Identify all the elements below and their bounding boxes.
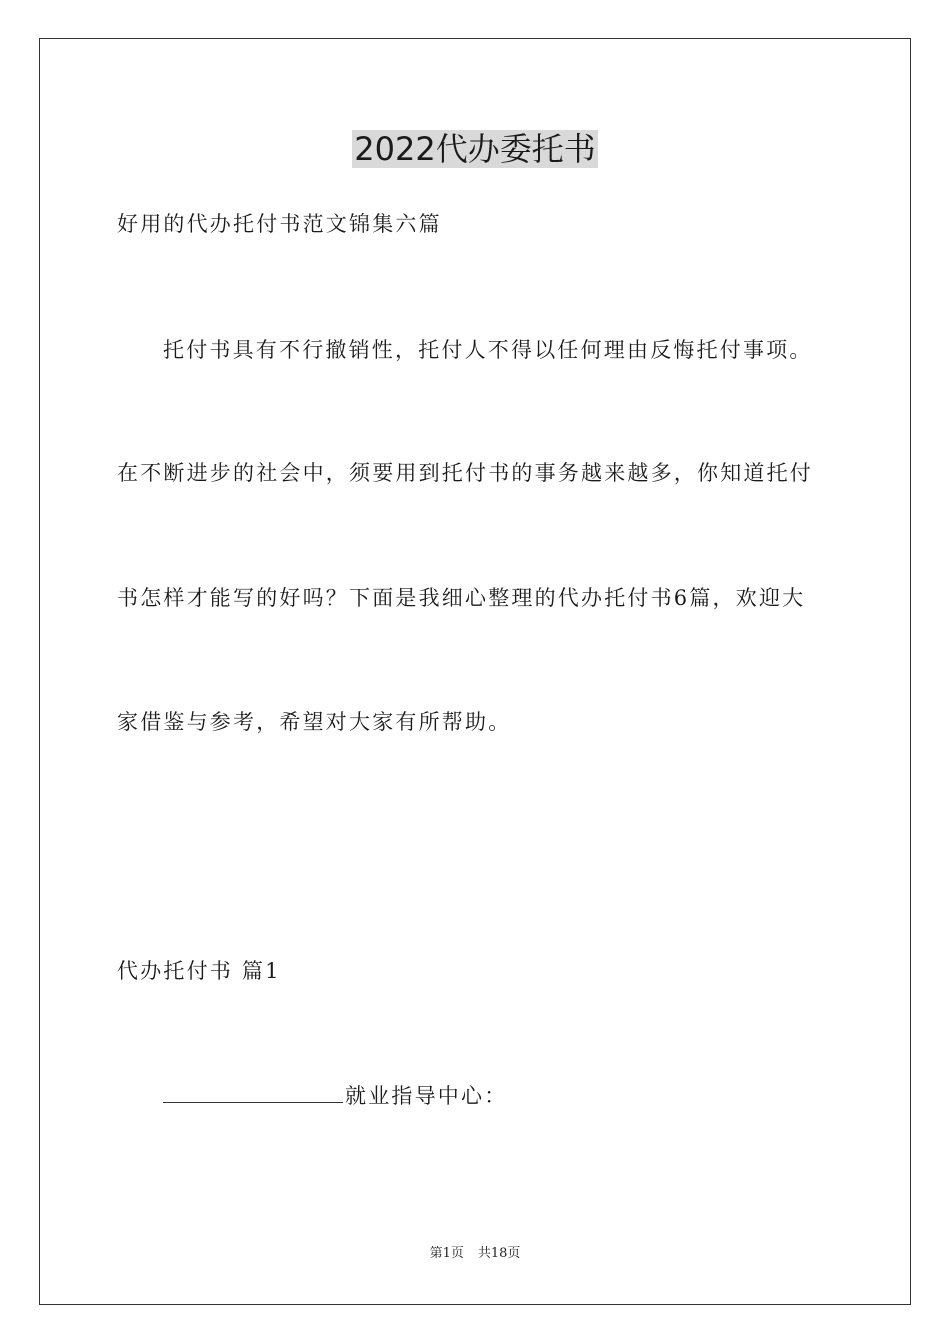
document-title-text: 2022代办委托书	[354, 130, 596, 168]
intro-paragraph-line-1: 托付书具有不行撤销性，托付人不得以任何理由反悔托付事项。	[163, 338, 813, 362]
addressee-suffix: 就业指导中心：	[345, 1084, 508, 1108]
intro-paragraph-line-4: 家借鉴与参考，希望对大家有所帮助。	[117, 710, 512, 734]
addressee-blank-underline	[163, 1082, 343, 1103]
page-number-total: 共18页	[477, 1246, 521, 1261]
intro-paragraph-line-3: 书怎样才能写的好吗？下面是我细心整理的代办托付书6篇，欢迎大	[117, 586, 806, 610]
intro-paragraph-line-2: 在不断进步的社会中，须要用到托付书的事务越来越多，你知道托付	[117, 461, 813, 485]
document-subtitle: 好用的代办托付书范文锦集六篇	[117, 212, 442, 236]
document-title	[0, 126, 950, 172]
page-number-current: 第1页	[429, 1246, 464, 1261]
page-footer	[0, 1245, 950, 1263]
section-heading: 代办托付书 篇1	[117, 959, 281, 983]
addressee-line	[163, 1081, 507, 1111]
